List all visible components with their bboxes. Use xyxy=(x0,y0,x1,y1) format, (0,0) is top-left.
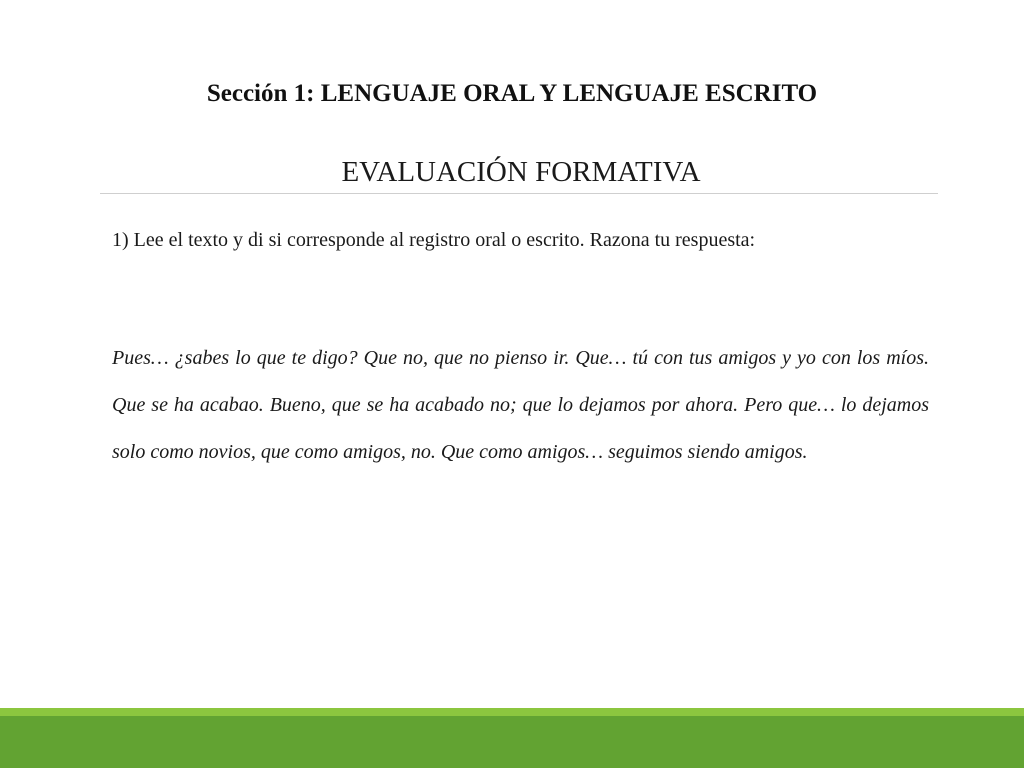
question-text: 1) Lee el texto y di si corresponde al registro oral o escrito. Razona tu respuesta: xyxy=(112,229,756,251)
footer-bar-light xyxy=(0,708,1024,716)
title-divider xyxy=(100,193,938,194)
footer-bar-dark xyxy=(0,716,1024,768)
passage-text: Pues… ¿sabes lo que te digo? Que no, que no pienso ir. Que… tú con tus amigos y yo con los míos. Que se ha acabao. Bueno, que se ha acabado no; que lo dejamos por ahora. Pero que… lo dejamos solo como novios, que como amigos, no. Que como amigos… seguimos siendo amigos. xyxy=(112,347,929,463)
section-title: Sección 1: LENGUAJE ORAL Y LENGUAJE ESCRITO xyxy=(206,80,818,107)
evaluation-title: EVALUACIÓN FORMATIVA xyxy=(341,156,701,188)
